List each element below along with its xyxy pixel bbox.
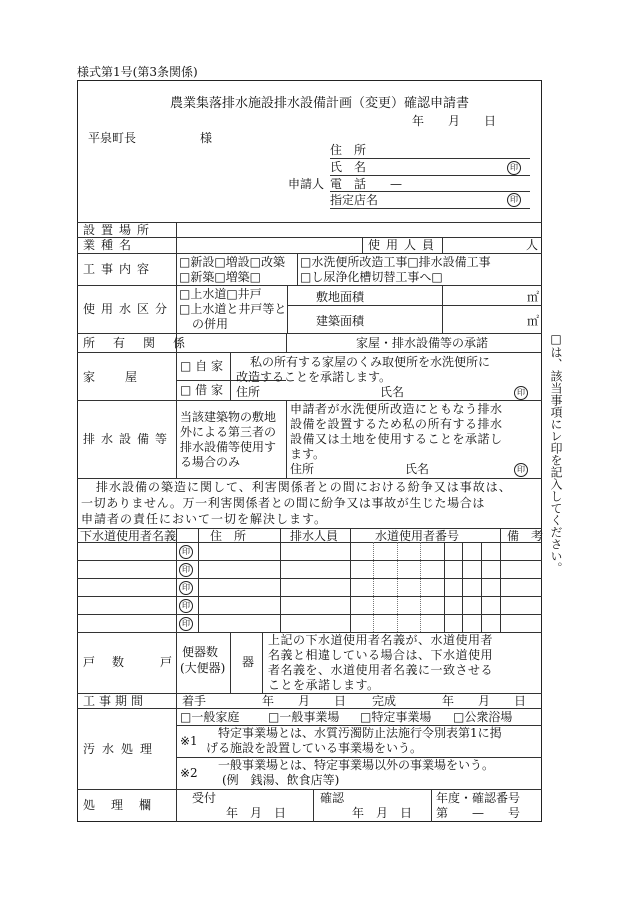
drain-consent-2: 設備を設置するため私の所有する排水 bbox=[290, 417, 503, 431]
ownership-label: 所有関係 bbox=[83, 336, 204, 350]
toilets-label: 便器数 bbox=[182, 645, 219, 659]
users-col-address: 住 所 bbox=[210, 529, 247, 543]
drain-owner-address-label: 住所 bbox=[290, 462, 315, 476]
addressee-honorific: 様 bbox=[200, 131, 213, 145]
dispute-line-3: 申請者の責任において一切を解決します。 bbox=[81, 512, 328, 526]
applicant-seal-icon: 印 bbox=[507, 161, 521, 175]
drain-consent-3: 設備又は土地を使用することを承諾し bbox=[290, 432, 503, 446]
rented-house-checkbox[interactable]: □ 借 家 bbox=[180, 383, 223, 397]
note-1-mark: ※1 bbox=[180, 734, 198, 748]
location-label: 設置場所 bbox=[83, 223, 156, 237]
house-consent-line-2: 改造することを承諾します。 bbox=[236, 370, 392, 384]
name-consent-3: 者名義を、水道使用者名義に一致させる bbox=[268, 663, 494, 677]
work-options-c[interactable]: □水洗便所改造工事□排水設備工事 bbox=[300, 255, 491, 269]
user-seal-icon: 印 bbox=[179, 581, 193, 595]
confirmed-label: 確認 bbox=[320, 791, 345, 805]
user-seal-icon: 印 bbox=[179, 599, 193, 613]
location-field[interactable] bbox=[180, 223, 540, 237]
water-class-label: 使用水区分 bbox=[83, 302, 174, 316]
applicant-store-line[interactable] bbox=[330, 208, 530, 209]
store-seal-icon: 印 bbox=[507, 193, 521, 207]
dispute-line-2: 一切ありません。万一利害関係者との間に紛争又は事故が生じた場合は bbox=[81, 496, 485, 510]
sewage-option-bath[interactable]: □公衆浴場 bbox=[453, 710, 513, 724]
house-owner-address-label: 住所 bbox=[236, 385, 261, 399]
consent-header: 家屋・排水設備等の承諾 bbox=[356, 336, 489, 350]
applicant-store-label: 指定店名 bbox=[330, 193, 379, 207]
note-1-line-2: げる施設を設置している事業場をいう。 bbox=[206, 741, 423, 755]
users-label: 使用人員 bbox=[368, 238, 441, 252]
confirmation-number[interactable]: 第 — 号 bbox=[436, 806, 521, 820]
sewage-option-specific[interactable]: □特定事業場 bbox=[360, 710, 432, 724]
name-consent-1: 上記の下水道使用者名義が、水道使用者 bbox=[268, 633, 494, 647]
water-options-b[interactable]: □上水道と井戸等と bbox=[179, 302, 287, 316]
house-count-char-1: 戸 bbox=[83, 655, 96, 669]
dispute-line-1: 排水設備の築造に関して、利害関係者との間における紛争又は事故は、 bbox=[96, 480, 512, 494]
drain-owner-name-label: 氏名 bbox=[405, 462, 430, 476]
applicant-address-line[interactable] bbox=[330, 158, 530, 159]
drain-note-3: 排水設備等使用す bbox=[180, 440, 277, 454]
site-area-unit: ㎡ bbox=[527, 290, 540, 304]
name-consent-2: 名義と相違している場合は、下水道使用 bbox=[268, 648, 494, 662]
received-date[interactable]: 年 月 日 bbox=[226, 806, 287, 820]
note-2-line-2: (例 銭湯、飲食店等) bbox=[222, 773, 340, 787]
note-2-mark: ※2 bbox=[180, 766, 198, 780]
drain-note-1: 当該建築物の敷地 bbox=[180, 410, 277, 424]
work-options-b[interactable]: □新築□増築□ bbox=[179, 270, 262, 284]
water-options-a[interactable]: □上水道□井戸 bbox=[179, 287, 262, 301]
applicant-phone-line[interactable] bbox=[330, 191, 530, 192]
own-house-checkbox[interactable]: □ 自 家 bbox=[180, 359, 223, 373]
work-content-label: 工事内容 bbox=[83, 262, 156, 276]
applicant-address-label: 住 所 bbox=[330, 143, 367, 157]
period-end-label: 完成 bbox=[372, 694, 397, 708]
checkbox-instruction-note: □は、該当事項にレ印を記入してください。 bbox=[549, 332, 563, 574]
business-label: 業種名 bbox=[83, 238, 138, 252]
addressee: 平泉町長 bbox=[88, 131, 137, 145]
note-1-line-1: 特定事業場とは、水質汚濁防止法施行令別表第1に掲 bbox=[218, 726, 502, 740]
users-col-remarks: 備 考 bbox=[507, 529, 544, 543]
confirmation-number-label: 年度・確認番号 bbox=[436, 791, 521, 805]
building-area-unit: ㎡ bbox=[527, 314, 540, 328]
house-count-unit: 戸 bbox=[160, 655, 173, 669]
processing-label: 処理欄 bbox=[83, 798, 168, 812]
drain-note-4: る場合のみ bbox=[180, 455, 241, 469]
period-label: 工事期間 bbox=[83, 694, 148, 708]
building-area-label: 建築面積 bbox=[316, 314, 365, 328]
note-2-line-1: 一般事業場とは、特定事業場以外の事業場をいう。 bbox=[218, 758, 495, 772]
sewage-label: 汚水処理 bbox=[83, 742, 160, 756]
drain-note-2: 外による第三者の bbox=[180, 425, 277, 439]
site-area-label: 敷地面積 bbox=[316, 290, 365, 304]
form-title: 農業集落排水施設排水設備計画（変更）確認申請書 bbox=[170, 96, 470, 111]
drain-consent-1: 申請者が水洗便所改造にともなう排水 bbox=[290, 402, 503, 416]
toilets-sublabel: (大便器) bbox=[180, 661, 226, 675]
users-col-persons: 排水人員 bbox=[290, 529, 339, 543]
period-start-label: 着手 bbox=[182, 694, 207, 708]
house-owner-name-label: 氏名 bbox=[380, 385, 405, 399]
applicant-phone-label: 電 話 — bbox=[330, 177, 403, 191]
user-seal-icon: 印 bbox=[179, 617, 193, 631]
period-start-date[interactable]: 年 月 日 bbox=[262, 694, 347, 708]
form-number-label: 様式第1号(第3条関係) bbox=[77, 65, 198, 79]
drain-consent-4: ます。 bbox=[290, 447, 326, 461]
users-col-name: 下水道使用者名義 bbox=[80, 529, 177, 543]
drain-label: 排水設備等 bbox=[83, 432, 174, 446]
sewage-option-general[interactable]: □一般事業場 bbox=[268, 710, 340, 724]
work-options-d[interactable]: □し尿浄化槽切替工事へ□ bbox=[300, 270, 443, 284]
water-options-c: の併用 bbox=[192, 317, 229, 331]
users-col-water-number: 水道使用者番号 bbox=[375, 529, 460, 543]
work-options-a[interactable]: □新設□増設□改築 bbox=[179, 255, 286, 269]
sewage-option-household[interactable]: □一般家庭 bbox=[180, 710, 240, 724]
period-end-date[interactable]: 年 月 日 bbox=[442, 694, 527, 708]
drain-owner-seal-icon: 印 bbox=[514, 463, 528, 477]
applicant-name-line[interactable] bbox=[330, 175, 530, 176]
applicant-name-label: 氏 名 bbox=[330, 160, 367, 174]
applicant-label: 申請人 bbox=[288, 177, 325, 191]
house-count-char-2: 数 bbox=[112, 655, 125, 669]
confirmed-date[interactable]: 年 月 日 bbox=[352, 806, 413, 820]
user-seal-icon: 印 bbox=[179, 563, 193, 577]
toilets-unit: 器 bbox=[242, 655, 255, 669]
user-seal-icon: 印 bbox=[179, 545, 193, 559]
received-label: 受付 bbox=[192, 791, 217, 805]
house-consent-line-1: 私の所有する家屋のくみ取便所を水洗便所に bbox=[250, 355, 491, 369]
house-label: 家屋 bbox=[83, 370, 168, 384]
house-owner-seal-icon: 印 bbox=[514, 386, 528, 400]
application-date[interactable]: 年 月 日 bbox=[412, 114, 497, 128]
name-consent-4: ことを承諾します。 bbox=[268, 678, 380, 692]
users-unit: 人 bbox=[526, 238, 539, 252]
